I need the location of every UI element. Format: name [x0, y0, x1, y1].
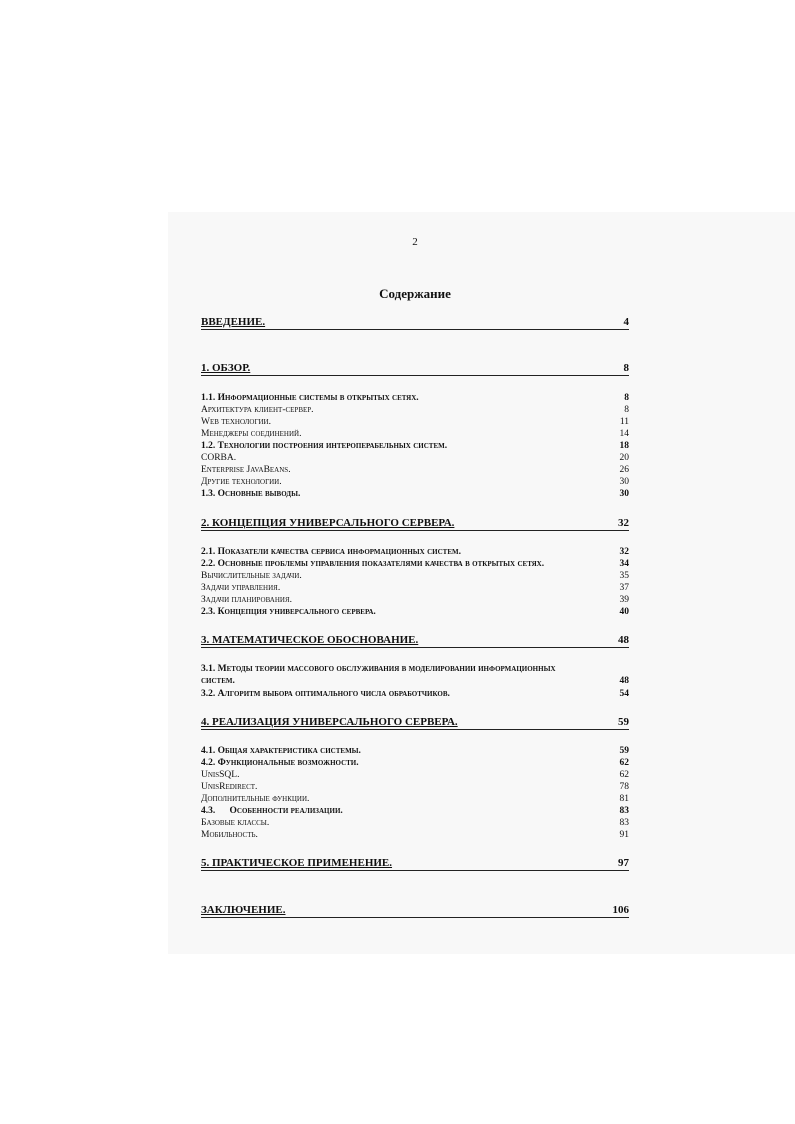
- toc-entry-page: 30: [619, 489, 629, 499]
- toc-entry-title: 2.1. Показатели качества сервиса информационных систем.: [201, 547, 461, 557]
- toc-entry-title: Web технологии.: [201, 417, 271, 427]
- toc-subsection[interactable]: [201, 594, 629, 606]
- toc-entry-title: Мобильность.: [201, 830, 258, 840]
- toc-subsection[interactable]: [201, 476, 629, 488]
- toc-entry-page: 34: [619, 559, 629, 569]
- toc-chapter-5[interactable]: [201, 857, 629, 871]
- toc-subsection[interactable]: [201, 464, 629, 476]
- toc-entry-page: 37: [619, 583, 629, 593]
- toc-entry-title: 1.2. Технологии построения интеропераб‌ельных систем.: [201, 441, 448, 451]
- toc-subsection[interactable]: [201, 829, 629, 841]
- toc-entry-page: 32: [618, 517, 629, 529]
- toc-section-4-2[interactable]: [201, 757, 629, 769]
- toc-entry-page: 39: [619, 595, 629, 605]
- toc-entry-page: 83: [619, 806, 629, 816]
- toc-subsection[interactable]: [201, 428, 629, 440]
- toc-section-4-1[interactable]: [201, 745, 629, 757]
- toc-entry-page: 91: [619, 830, 629, 840]
- toc-section-1-1[interactable]: [201, 392, 629, 404]
- toc-subsection[interactable]: [201, 570, 629, 582]
- toc-section-2-1[interactable]: [201, 546, 629, 558]
- toc-entry-page: 81: [619, 794, 629, 804]
- toc-entry-title: 4.1. Общая характеристика системы.: [201, 746, 361, 756]
- toc-section-2-3[interactable]: [201, 606, 629, 618]
- toc-entry-title: 1.3. Основные выводы.: [201, 489, 301, 499]
- toc-entry-page: 97: [618, 857, 629, 869]
- toc-entry-title: Базовые классы.: [201, 818, 270, 828]
- toc-entry-page: 26: [619, 465, 629, 475]
- toc-chapter-4[interactable]: [201, 716, 629, 730]
- toc-entry-title: 2.3. Концепция универсального сервера.: [201, 607, 376, 617]
- toc-entry-title-continued: систем.: [201, 676, 235, 686]
- toc-entry-title: Архитектура клиент-сервер.: [201, 405, 314, 415]
- toc-entry-page: 83: [619, 818, 629, 828]
- toc-entry-page: 48: [618, 634, 629, 646]
- toc-entry-page: 54: [619, 689, 629, 699]
- toc-entry-page: 8: [624, 393, 629, 403]
- toc-entry-page: 35: [619, 571, 629, 581]
- page-title: Содержание: [379, 286, 451, 301]
- toc-section-1-2[interactable]: [201, 440, 629, 452]
- toc-entry-title: Другие технологии.: [201, 477, 282, 487]
- toc-entry-page: 18: [619, 441, 629, 451]
- toc-chapter-conclusion[interactable]: [201, 904, 629, 918]
- toc-entry-page: 32: [619, 547, 629, 557]
- toc-entry-title: 2. КОНЦЕПЦИЯ УНИВЕРСАЛЬНОГО СЕРВЕРА.: [201, 517, 455, 529]
- toc-entry-title: 3.1. Методы теории массового обслуживания в моделировании информационных: [201, 664, 556, 674]
- toc-subsection[interactable]: [201, 582, 629, 594]
- toc-chapter-2[interactable]: [201, 517, 629, 531]
- toc-entry-title: 3. МАТЕМАТИЧЕСКОЕ ОБОСНОВАНИЕ.: [201, 634, 419, 646]
- toc-subsection[interactable]: [201, 452, 629, 464]
- toc-entry-page: 20: [619, 453, 629, 463]
- toc-entry-page: 62: [619, 758, 629, 768]
- toc-entry-page: 8: [624, 405, 629, 415]
- toc-entry-page: 59: [619, 746, 629, 756]
- toc-entry-title: 3.2. Алгоритм выбора оптимального числа обработчиков.: [201, 689, 450, 699]
- toc-entry-page: 4: [623, 316, 629, 328]
- toc-entry-page: 48: [619, 676, 629, 686]
- toc-chapter-intro[interactable]: [201, 316, 629, 330]
- toc-section-4-3[interactable]: [201, 805, 629, 817]
- toc-entry-title: 1.1. Информационные системы в открытых сетях.: [201, 393, 419, 403]
- toc-subsection[interactable]: [201, 793, 629, 805]
- toc-entry-page: 14: [619, 429, 629, 439]
- toc-entry-title: ЗАКЛЮЧЕНИЕ.: [201, 904, 286, 916]
- toc-section-3-1[interactable]: [201, 663, 629, 687]
- toc-entry-title: UnisRedirect.: [201, 782, 258, 792]
- toc-entry-title: 1. ОБЗОР.: [201, 362, 251, 374]
- toc-entry-page: 78: [619, 782, 629, 792]
- toc-chapter-3[interactable]: [201, 634, 629, 648]
- toc-subsection[interactable]: [201, 404, 629, 416]
- toc-chapter-1[interactable]: [201, 362, 629, 376]
- toc-entry-title: ВВЕДЕНИЕ.: [201, 316, 266, 328]
- toc-entry-title: 5. ПРАКТИЧЕСКОЕ ПРИМЕНЕНИЕ.: [201, 857, 393, 869]
- toc-entry-title: CORBA.: [201, 453, 237, 463]
- toc-entry-page: 8: [623, 362, 629, 374]
- toc-entry-title: Enterprise JavaBeans.: [201, 465, 291, 475]
- toc-entry-title: 4. РЕАЛИЗАЦИЯ УНИВЕРСАЛЬНОГО СЕРВЕРА.: [201, 716, 458, 728]
- toc-entry-title: 4.2. Функциональные возможности.: [201, 758, 359, 768]
- toc-entry-page: 40: [619, 607, 629, 617]
- toc-entry-title: Менеджеры соединений.: [201, 429, 302, 439]
- toc-entry-title: Вычислительные задачи.: [201, 571, 302, 581]
- toc-section-2-2[interactable]: [201, 558, 629, 570]
- toc-entry-page: 30: [619, 477, 629, 487]
- toc-entry-title: Задачи управления.: [201, 583, 281, 593]
- toc-section-1-3[interactable]: [201, 488, 629, 500]
- toc-subsection[interactable]: [201, 769, 629, 781]
- page-number: 2: [412, 236, 418, 248]
- toc-subsection[interactable]: [201, 817, 629, 829]
- toc-entry-title: 2.2. Основные проблемы управления показателями качества в открытых сетях.: [201, 559, 545, 569]
- toc-entry-title: UnisSQL.: [201, 770, 240, 780]
- toc-subsection[interactable]: [201, 781, 629, 793]
- toc-section-3-2[interactable]: [201, 688, 629, 700]
- toc-subsection[interactable]: [201, 416, 629, 428]
- toc-entry-title: Дополнительные функции.: [201, 794, 310, 804]
- toc-entry-title: Задачи планирования.: [201, 595, 293, 605]
- toc-entry-page: 106: [612, 904, 629, 916]
- toc-entry-title: 4.3. Особенности реализации.: [201, 806, 343, 816]
- toc-entry-page: 11: [619, 417, 629, 427]
- toc-entry-page: 62: [619, 770, 629, 780]
- toc-entry-page: 59: [618, 716, 629, 728]
